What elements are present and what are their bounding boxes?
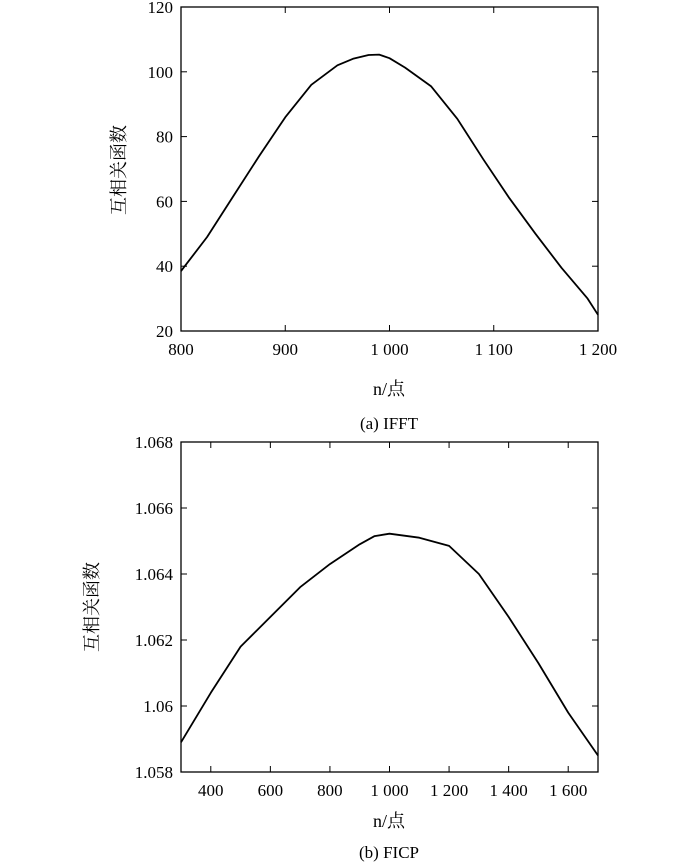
y-tick-label: 80 [156,127,173,147]
ticks-b [135,433,598,800]
x-tick-label: 1 100 [474,340,513,359]
series-a [181,55,598,315]
y-tick-label: 1.058 [134,763,173,782]
ylabel-b: 互相关函数 [82,562,102,652]
plot-frame-a [181,7,598,331]
x-tick-label: 800 [168,340,194,359]
x-tick-label: 1 400 [489,781,528,800]
x-tick-label: 400 [198,781,224,800]
y-tick-label: 60 [156,192,173,212]
chart-a [109,0,617,433]
y-tick-label: 1.06 [143,697,173,716]
series-line [181,55,598,315]
y-tick-label: 40 [156,257,173,277]
x-tick-label: 1 000 [370,340,409,359]
x-tick-label: 900 [272,340,298,359]
plot-frame-b [181,442,598,772]
caption-b: (b) FICP [359,843,419,862]
ticks-a [148,0,618,359]
series-line [181,534,598,756]
xlabel-a: n/点 [372,379,406,399]
x-tick-label: 600 [257,781,284,800]
y-tick-label: 1.068 [134,433,173,452]
x-tick-label: 800 [317,781,343,800]
y-tick-label: 1.066 [134,499,173,518]
xlabel-b: n/点 [372,811,406,831]
y-tick-label: 100 [147,62,173,82]
chart-b [82,433,598,862]
caption-a: (a) IFFT [359,414,419,433]
x-tick-label: 1 600 [549,781,588,800]
y-tick-label: 1.062 [134,631,173,650]
x-tick-label: 1 200 [578,340,618,359]
y-tick-label: 120 [147,0,173,17]
ylabel-a: 互相关函数 [109,125,129,215]
y-tick-label: 1.064 [134,565,173,584]
x-tick-label: 1 200 [429,781,469,800]
series-b [181,534,598,756]
y-tick-label: 20 [156,322,173,341]
x-tick-label: 1 000 [370,781,409,800]
